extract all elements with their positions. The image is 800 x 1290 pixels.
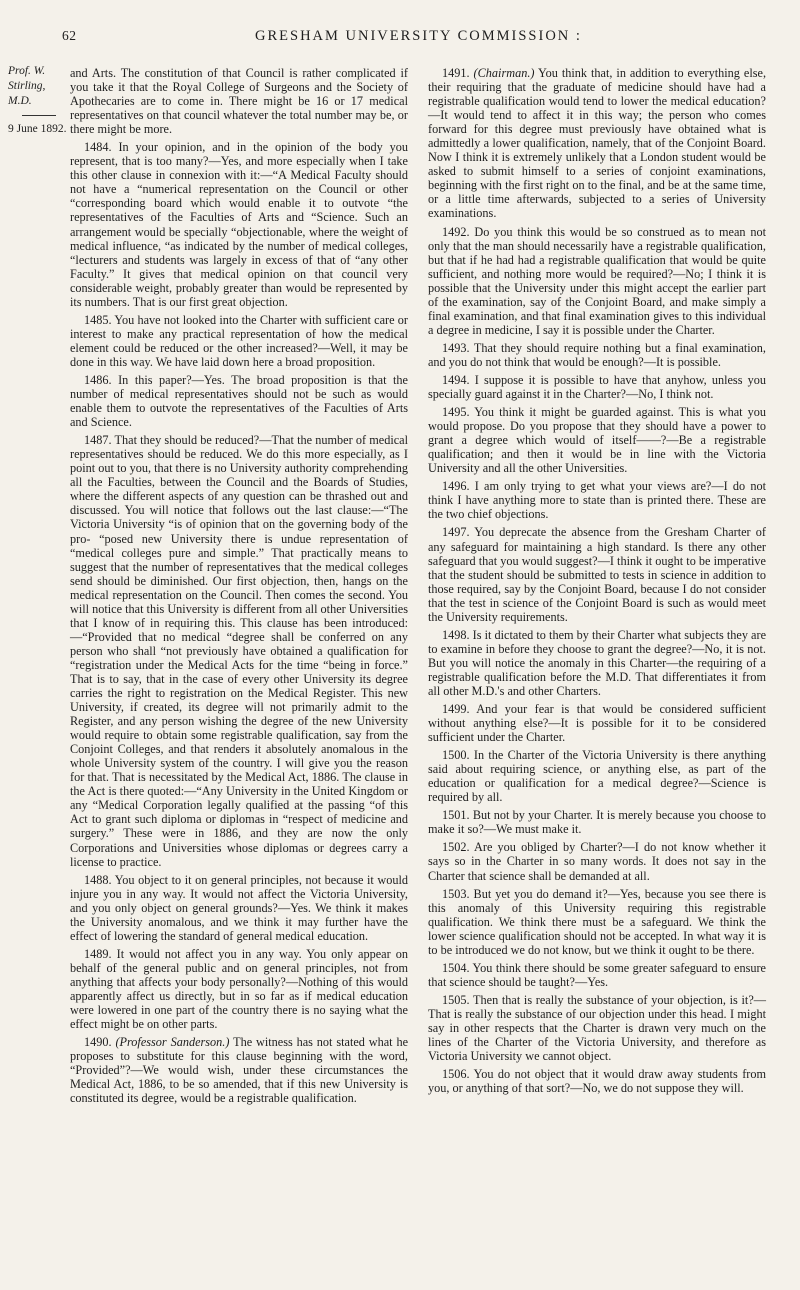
hearing-date: 9 June 1892. <box>8 123 67 135</box>
margin-rule <box>22 115 56 116</box>
paragraph-text: I am only trying to get what your views are?—I do not think I have anything more to state than is printed there. These are the two chief objections. <box>428 479 766 522</box>
paragraph-text: You do not object that it would draw away students from you, or anything of that sort?—No, we do not suppose they will. <box>428 1067 766 1096</box>
paragraph-text: You think it might be guarded against. This is what you would propose. Do you propose that they should have a power to grant a degree which would of itself——?—Be a registrable qualification; and then it would be in line with the Victoria University and all the other Universities. <box>428 405 767 476</box>
testimony-paragraph <box>428 993 766 1063</box>
paragraph-text: In your opinion, and in the opinion of the body you represent, that is too many?—Yes, and more especially when I take this other clause in connexion with it:—“A Medical Faculty should not have a “numerical representation on the Council or other “corresponding board which would enable it to outvote “the representatives of the Faculties of Arts and “Science. Such an arrangement would be specially “objectionable, where the weight of medical influence, “as indicated by the number of medical colleges, “lecturers and students was largely in excess of that of “any other Faculty.” It gives that medical opinion on that council very considerable weight, probably greater than would be represented by its numbers. That is our first great objection. <box>70 140 408 309</box>
running-head: GRESHAM UNIVERSITY COMMISSION : <box>255 28 582 44</box>
question-number: 1497. <box>442 525 470 540</box>
paragraph-text: Do you think this would be so construed as to mean not only that the man should necessarily have a registrable qualification, but that if he had had a registrable qualification that would be quite sufficient, and nothing more would be required?—No; I think it is possible that the University under this might accept the earlier part of the examination, say of the Conjoint Board, and make simply a final examination, and that final examination gives to this individual a degree in medicine, I say it is possible under the Charter. <box>428 224 767 337</box>
testimony-paragraph <box>428 808 766 836</box>
testimony-paragraph <box>428 748 766 804</box>
testimony-paragraph <box>428 887 766 957</box>
testimony-paragraph <box>428 373 766 401</box>
paragraph-text: You think there should be some greater safeguard to ensure that science should be taught?—Yes. <box>428 960 766 989</box>
page-header <box>0 28 800 48</box>
margin-note <box>8 64 70 137</box>
testimony-paragraph <box>428 961 766 989</box>
paragraph-text: You have not looked into the Charter with sufficient care or interest to make any practical representation of how the medical element could be reduced or the other increased?—Well, it may be done in this way. We have laid down here a broad proposition. <box>70 312 409 369</box>
testimony-paragraph <box>428 840 766 882</box>
speaker-label: (Professor Sanderson.) <box>115 1035 230 1050</box>
paragraph-text: That they should require nothing but a final examination, and you do not think that would be enough?—It is possible. <box>428 340 766 369</box>
question-number: 1486. <box>84 372 112 387</box>
paragraph-text: I suppose it is possible to have that anyhow, unless you specially guard against it in the Charter?—No, I think not. <box>428 372 766 402</box>
testimony-paragraph <box>428 341 766 369</box>
question-number: 1492. <box>442 224 470 239</box>
testimony-paragraph <box>70 947 408 1031</box>
testimony-paragraph <box>70 66 408 136</box>
paragraph-text: In this paper?—Yes. The broad proposition is that the number of medical representatives should not be such as would enable them to outvote the representatives of the Faculties of Arts and Science. <box>70 372 408 430</box>
paragraph-text: It would not affect you in any way. You only appear on behalf of the general public and on general principles, not from anything that affects your body personally?—Nothing of this would apparently affect us directly, but in so far as if medical education were lowered in one part of the country there is no saying what the effect might be on other parts. <box>70 946 409 1032</box>
testimony-paragraph <box>70 433 408 868</box>
page-number: 62 <box>62 28 77 43</box>
question-number: 1488. <box>84 872 112 887</box>
testimony-paragraph <box>70 313 408 369</box>
testimony-paragraph <box>428 479 766 521</box>
question-number: 1496. <box>442 479 470 494</box>
testimony-paragraph <box>428 405 766 475</box>
right-column <box>428 66 766 1099</box>
question-number: 1487. <box>84 433 112 448</box>
paragraph-text: Then that is really the substance of your objection, is it?—That is really the substance of our objection under this head. I might say in other respects that the Charter is drawn very much on the lines of the Charter of the Victoria University, and therefore as Victoria University we cannot object. <box>428 992 767 1064</box>
paragraph-text: Are you obliged by Charter?—I do not know whether it says so in the Charter in so many words. It does not say in the Charter that science shall be demanded at all. <box>428 840 766 883</box>
speaker-label: (Chairman.) <box>473 66 535 80</box>
testimony-paragraph <box>70 1035 408 1105</box>
testimony-paragraph <box>428 628 766 698</box>
paragraph-text: The witness has not stated what he proposes to substitute for this clause beginning with the word, “Provided”?—We would wish, under these circumstances the Medical Act, 1886, to be so amended, that if this new University is constituted its degree, would be a registrable qualification. <box>70 1035 409 1106</box>
question-number: 1491. <box>442 66 470 80</box>
question-number: 1503. <box>442 886 470 901</box>
paragraph-text: That they should be reduced?—That the number of medical representatives should be reduced. We do this more especially, as I point out to you, that there is no University authority comprehending all the Faculties, between the Council and the Boards of Studies, where the different aspects of any question can be thrashed out and discussed. You will notice that follows out the last clause:—“The Victoria University “is of opinion that on the governing body of the pro- “posed new University there is undue representation of “medical colleges pure and simple.” That practically means to suggest that the number of representatives that the medical colleges send should be diminished. Our first objection, then, hangs on the medical representation on the Council. Then comes the second. You will notice that this University is different from all other Universities that I know of in requiring this. This clause has been introduced:—“Provided that no medical “degree shall be conferred on any person who shall “not previously have obtained a qualification for “registration under the Medical Acts for the time “being in force.” That is to say, that in the case of every other University its degree carries the right to registration on the Medical Register. This new University, if created, its degree will not primarily admit to the Register, and any person wishing the degree of the new University would require to obtain some registrable qualification, say from the Conjoint Colleges, and that renders it absolutely anomalous in the whole University system of the country. I will give you the reason for that. That is necessitated by the Medical Act, 1886. The clause in the Act is there quoted:—“Any University in the United Kingdom or any “Medical Corporation legally qualified at the passing “of this Act to grant such diploma or diplomas in “respect of medicine and surgery.” These were in 1886, and they are now the only Corporations and Universities whose diplomas or degrees carry a license to practice. <box>70 433 408 869</box>
question-number: 1490. <box>84 1035 112 1050</box>
question-number: 1495. <box>442 405 470 420</box>
question-number: 1501. <box>442 808 470 823</box>
question-number: 1493. <box>442 340 470 355</box>
question-number: 1500. <box>442 748 470 763</box>
paragraph-text: Is it dictated to them by their Charter what subjects they are to examine in before they choose to grant the degree?—No, it is not. But you will notice the anomaly in this Charter—the requiring of a registrable qualification before the M.D. That differentiates it from all other M.D.'s and other Charters. <box>428 627 767 698</box>
question-number: 1485. <box>84 312 112 327</box>
witness-name: Prof. W. Stirling, M.D. <box>8 65 46 107</box>
paragraph-text: You think that, in addition to everything else, their requiring that the graduate of medicine should have had a registrable qualification would tend to lower the medical education?—It would tend to affect it in this way; the person who comes forward for this degree must previously have obtained what is admittedly a lower qualification, namely, that of the Conjoint Board. Now I think it is extremely unlikely that a London student would be asked to submit himself to a series of conjoint examinations, beginning with the first right on to the final, and be at the same time, or a little time afterwards, subjected to a series of University examinations. <box>428 66 767 221</box>
paragraph-text: In the Charter of the Victoria University is there anything said about requiring science, or anything else, as part of the education or qualification for a medical degree?—Science is required by all. <box>428 748 766 805</box>
testimony-paragraph <box>70 140 408 309</box>
testimony-paragraph <box>70 373 408 429</box>
question-number: 1489. <box>84 946 112 961</box>
testimony-paragraph <box>428 525 766 623</box>
question-number: 1506. <box>442 1067 470 1082</box>
question-number: 1484. <box>84 140 112 155</box>
paragraph-text: You deprecate the absence from the Gresham Charter of any safeguard for maintaining a high standard. Is there any other safeguard that you would suggest?—I think it ought to be imperative that the student should be submitted to tests in science in addition to those required, say by the Conjoint Board, because I do not consider that the test in science of the Conjoint Board is such as would meet the University requirements. <box>428 525 767 624</box>
paragraph-text: You object to it on general principles, not because it would injure you in any way. It would not affect the Victoria University, and you only object on general grounds?—Yes. We think it makes the University anomalous, and we think it may further have the effect of lowering the standard of general medical education. <box>70 872 409 943</box>
question-number: 1498. <box>442 627 470 642</box>
testimony-paragraph <box>428 225 766 337</box>
question-number: 1499. <box>442 702 470 717</box>
testimony-paragraph <box>428 1067 766 1095</box>
left-column <box>70 66 408 1109</box>
paragraph-text: And your fear is that would be considered sufficient without anything else?—It is possible for it to be considered sufficient under the Charter. <box>428 702 766 745</box>
question-number: 1505. <box>442 992 470 1007</box>
question-number: 1504. <box>442 960 470 975</box>
paragraph-text: But yet you do demand it?—Yes, because you see there is this anomaly of this University requiring this registrable qualification. We think there must be a safeguard. We think the lower science qualification should not be accepted. In what way it is to be introduced we do not know, but we think it ought to be there. <box>428 886 767 957</box>
question-number: 1502. <box>442 840 470 855</box>
testimony-paragraph <box>70 873 408 943</box>
testimony-paragraph <box>428 66 766 221</box>
question-number: 1494. <box>442 372 470 387</box>
testimony-paragraph <box>428 702 766 744</box>
paragraph-text: and Arts. The constitution of that Council is rather complicated if you take it that the Royal College of Surgeons and the Society of Apothecaries are to come in. There might be 16 or 17 medical representatives on that council whatever the total number may be, or there might be more. <box>70 66 408 137</box>
paragraph-text: But not by your Charter. It is merely because you choose to make it so?—We must make it. <box>428 808 767 837</box>
